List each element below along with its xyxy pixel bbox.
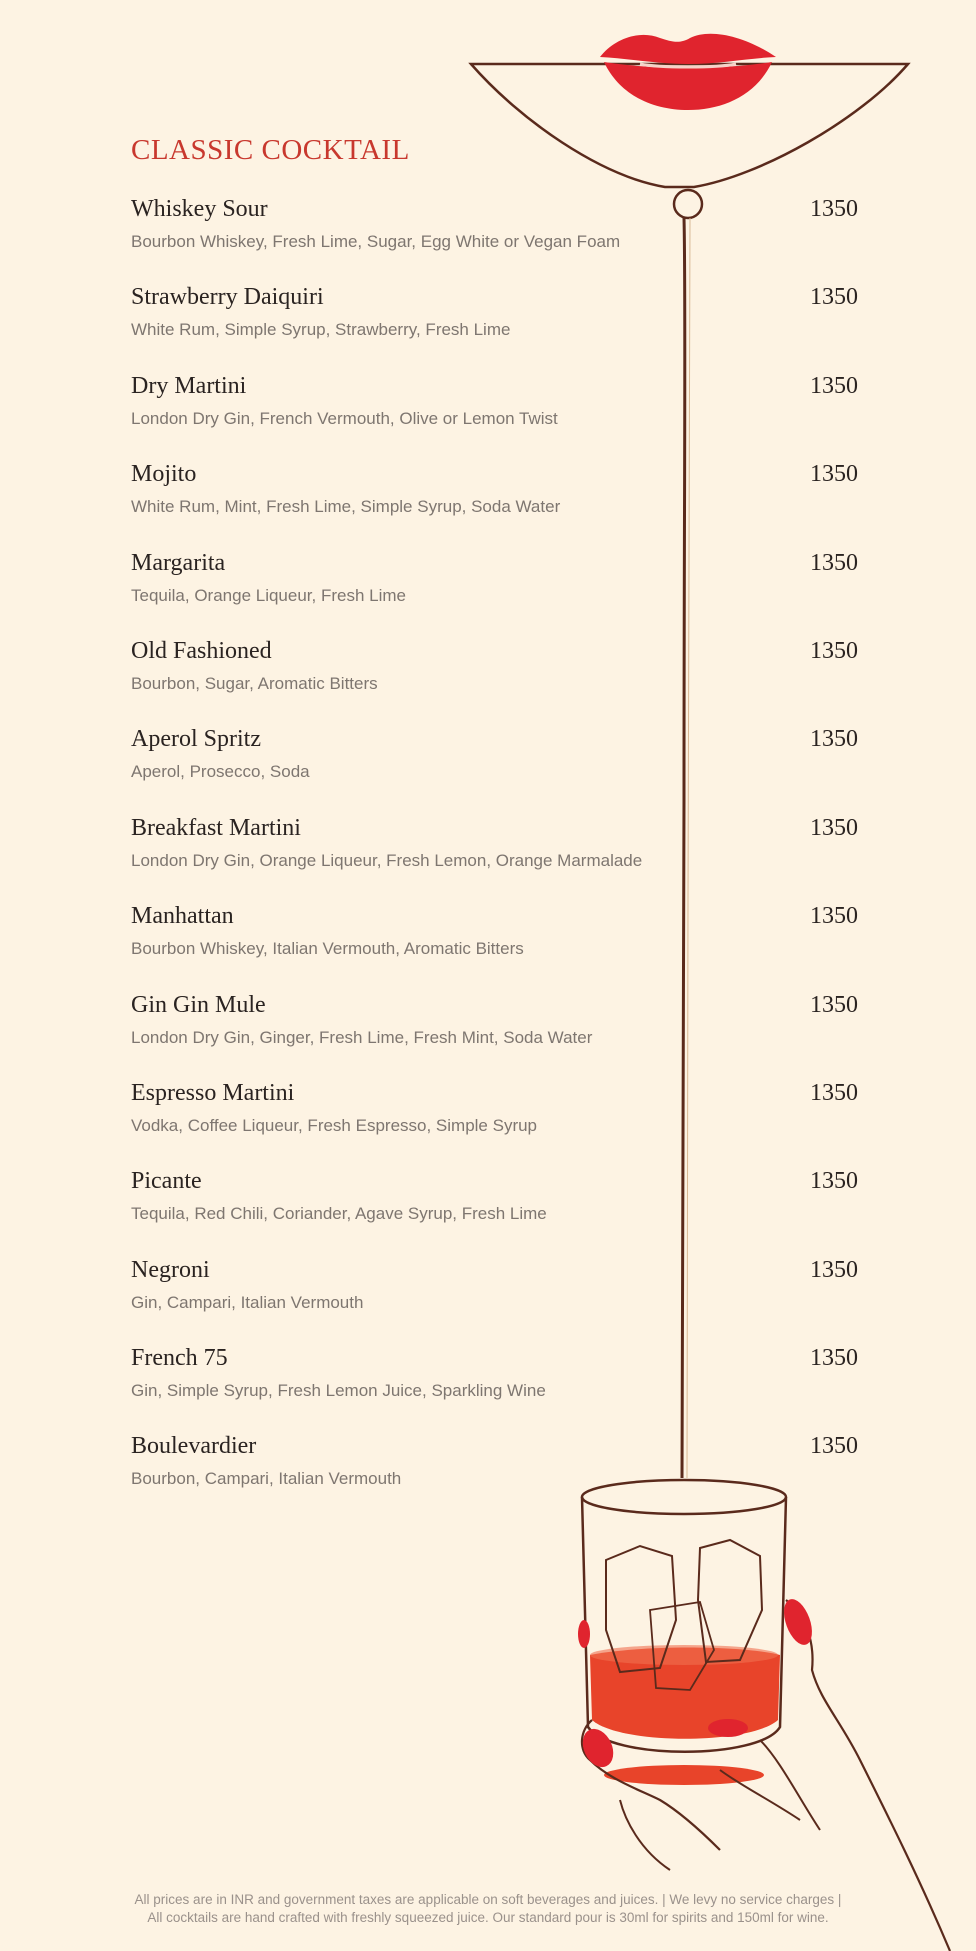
item-price: 1350 xyxy=(810,196,858,222)
footer-note xyxy=(0,1891,976,1927)
item-name: Margarita xyxy=(131,549,226,576)
item-description: Tequila, Orange Liqueur, Fresh Lime xyxy=(131,585,406,605)
item-price: 1350 xyxy=(810,1079,858,1106)
item-description: Vodka, Coffee Liqueur, Fresh Espresso, Simple Syrup xyxy=(131,1115,538,1135)
menu-item xyxy=(131,284,861,372)
item-price: 1350 xyxy=(810,1256,858,1283)
item-price: 1350 xyxy=(810,903,858,930)
item-name: Mojito xyxy=(131,461,197,488)
menu-item xyxy=(131,373,861,461)
item-name: Aperol Spritz xyxy=(131,726,261,753)
item-price: 1350 xyxy=(810,991,858,1018)
item-price: 1350 xyxy=(810,372,858,399)
item-description: Gin, Campari, Italian Vermouth xyxy=(131,1292,364,1312)
item-price: 1350 xyxy=(810,1168,858,1195)
item-name: Negroni xyxy=(131,1256,210,1283)
menu-item xyxy=(131,726,861,814)
item-description: London Dry Gin, Ginger, Fresh Lime, Fresh Mint, Soda Water xyxy=(131,1027,593,1047)
item-name: Espresso Martini xyxy=(131,1079,295,1106)
martini-glass-icon xyxy=(471,64,908,187)
menu-item xyxy=(131,638,861,726)
lips-icon xyxy=(600,34,776,110)
item-price: 1350 xyxy=(810,1433,858,1460)
item-price: 1350 xyxy=(810,549,858,576)
item-name: Breakfast Martini xyxy=(131,814,301,841)
menu-item xyxy=(131,1345,861,1433)
menu-item xyxy=(131,992,861,1080)
item-name: Dry Martini xyxy=(131,372,247,399)
item-name: Strawberry Daiquiri xyxy=(131,284,324,311)
item-name: Whiskey Sour xyxy=(131,196,268,222)
item-description: Bourbon, Campari, Italian Vermouth xyxy=(131,1469,402,1489)
item-name: Old Fashioned xyxy=(131,637,272,664)
section-title: CLASSIC COCKTAIL xyxy=(131,134,410,166)
item-name: Manhattan xyxy=(131,903,234,930)
item-description: Bourbon Whiskey, Fresh Lime, Sugar, Egg White or Vegan Foam xyxy=(131,232,621,251)
menu-item xyxy=(131,550,861,638)
item-name: Picante xyxy=(131,1168,202,1195)
item-price: 1350 xyxy=(810,814,858,841)
item-price: 1350 xyxy=(810,637,858,664)
menu-item xyxy=(131,196,861,284)
menu-item xyxy=(131,815,861,903)
footer-line-taxes: All prices are in INR and government taxes are applicable on soft beverages and juices. | We levy no service charges | xyxy=(134,1892,842,1907)
item-description: London Dry Gin, French Vermouth, Olive or Lemon Twist xyxy=(131,408,558,428)
menu-item xyxy=(131,1257,861,1345)
item-name: French 75 xyxy=(131,1345,228,1372)
item-description: Gin, Simple Syrup, Fresh Lemon Juice, Sparkling Wine xyxy=(131,1381,546,1401)
item-description: Tequila, Red Chili, Coriander, Agave Syrup, Fresh Lime xyxy=(131,1204,547,1224)
item-name: Gin Gin Mule xyxy=(131,991,266,1018)
rocks-glass-icon xyxy=(582,1480,786,1785)
item-description: White Rum, Mint, Fresh Lime, Simple Syrup, Soda Water xyxy=(131,497,561,517)
cocktail-list xyxy=(131,196,861,1522)
item-description: Bourbon, Sugar, Aromatic Bitters xyxy=(131,673,378,693)
item-price: 1350 xyxy=(810,284,858,311)
menu-item xyxy=(131,1080,861,1168)
menu-item xyxy=(131,1168,861,1256)
item-price: 1350 xyxy=(810,461,858,488)
item-description: London Dry Gin, Orange Liqueur, Fresh Lemon, Orange Marmalade xyxy=(131,850,643,870)
item-price: 1350 xyxy=(810,1345,858,1372)
item-description: Bourbon Whiskey, Italian Vermouth, Aromatic Bitters xyxy=(131,939,524,959)
item-description: Aperol, Prosecco, Soda xyxy=(131,762,310,782)
item-name: Boulevardier xyxy=(131,1433,257,1460)
item-description: White Rum, Simple Syrup, Strawberry, Fresh Lime xyxy=(131,320,511,340)
item-price: 1350 xyxy=(810,726,858,753)
menu-item xyxy=(131,461,861,549)
menu-item xyxy=(131,1433,861,1521)
menu-item xyxy=(131,903,861,991)
footer-line-pour: All cocktails are hand crafted with freshly squeezed juice. Our standard pour is 30ml for spirits and 150ml for wine. xyxy=(147,1910,829,1925)
